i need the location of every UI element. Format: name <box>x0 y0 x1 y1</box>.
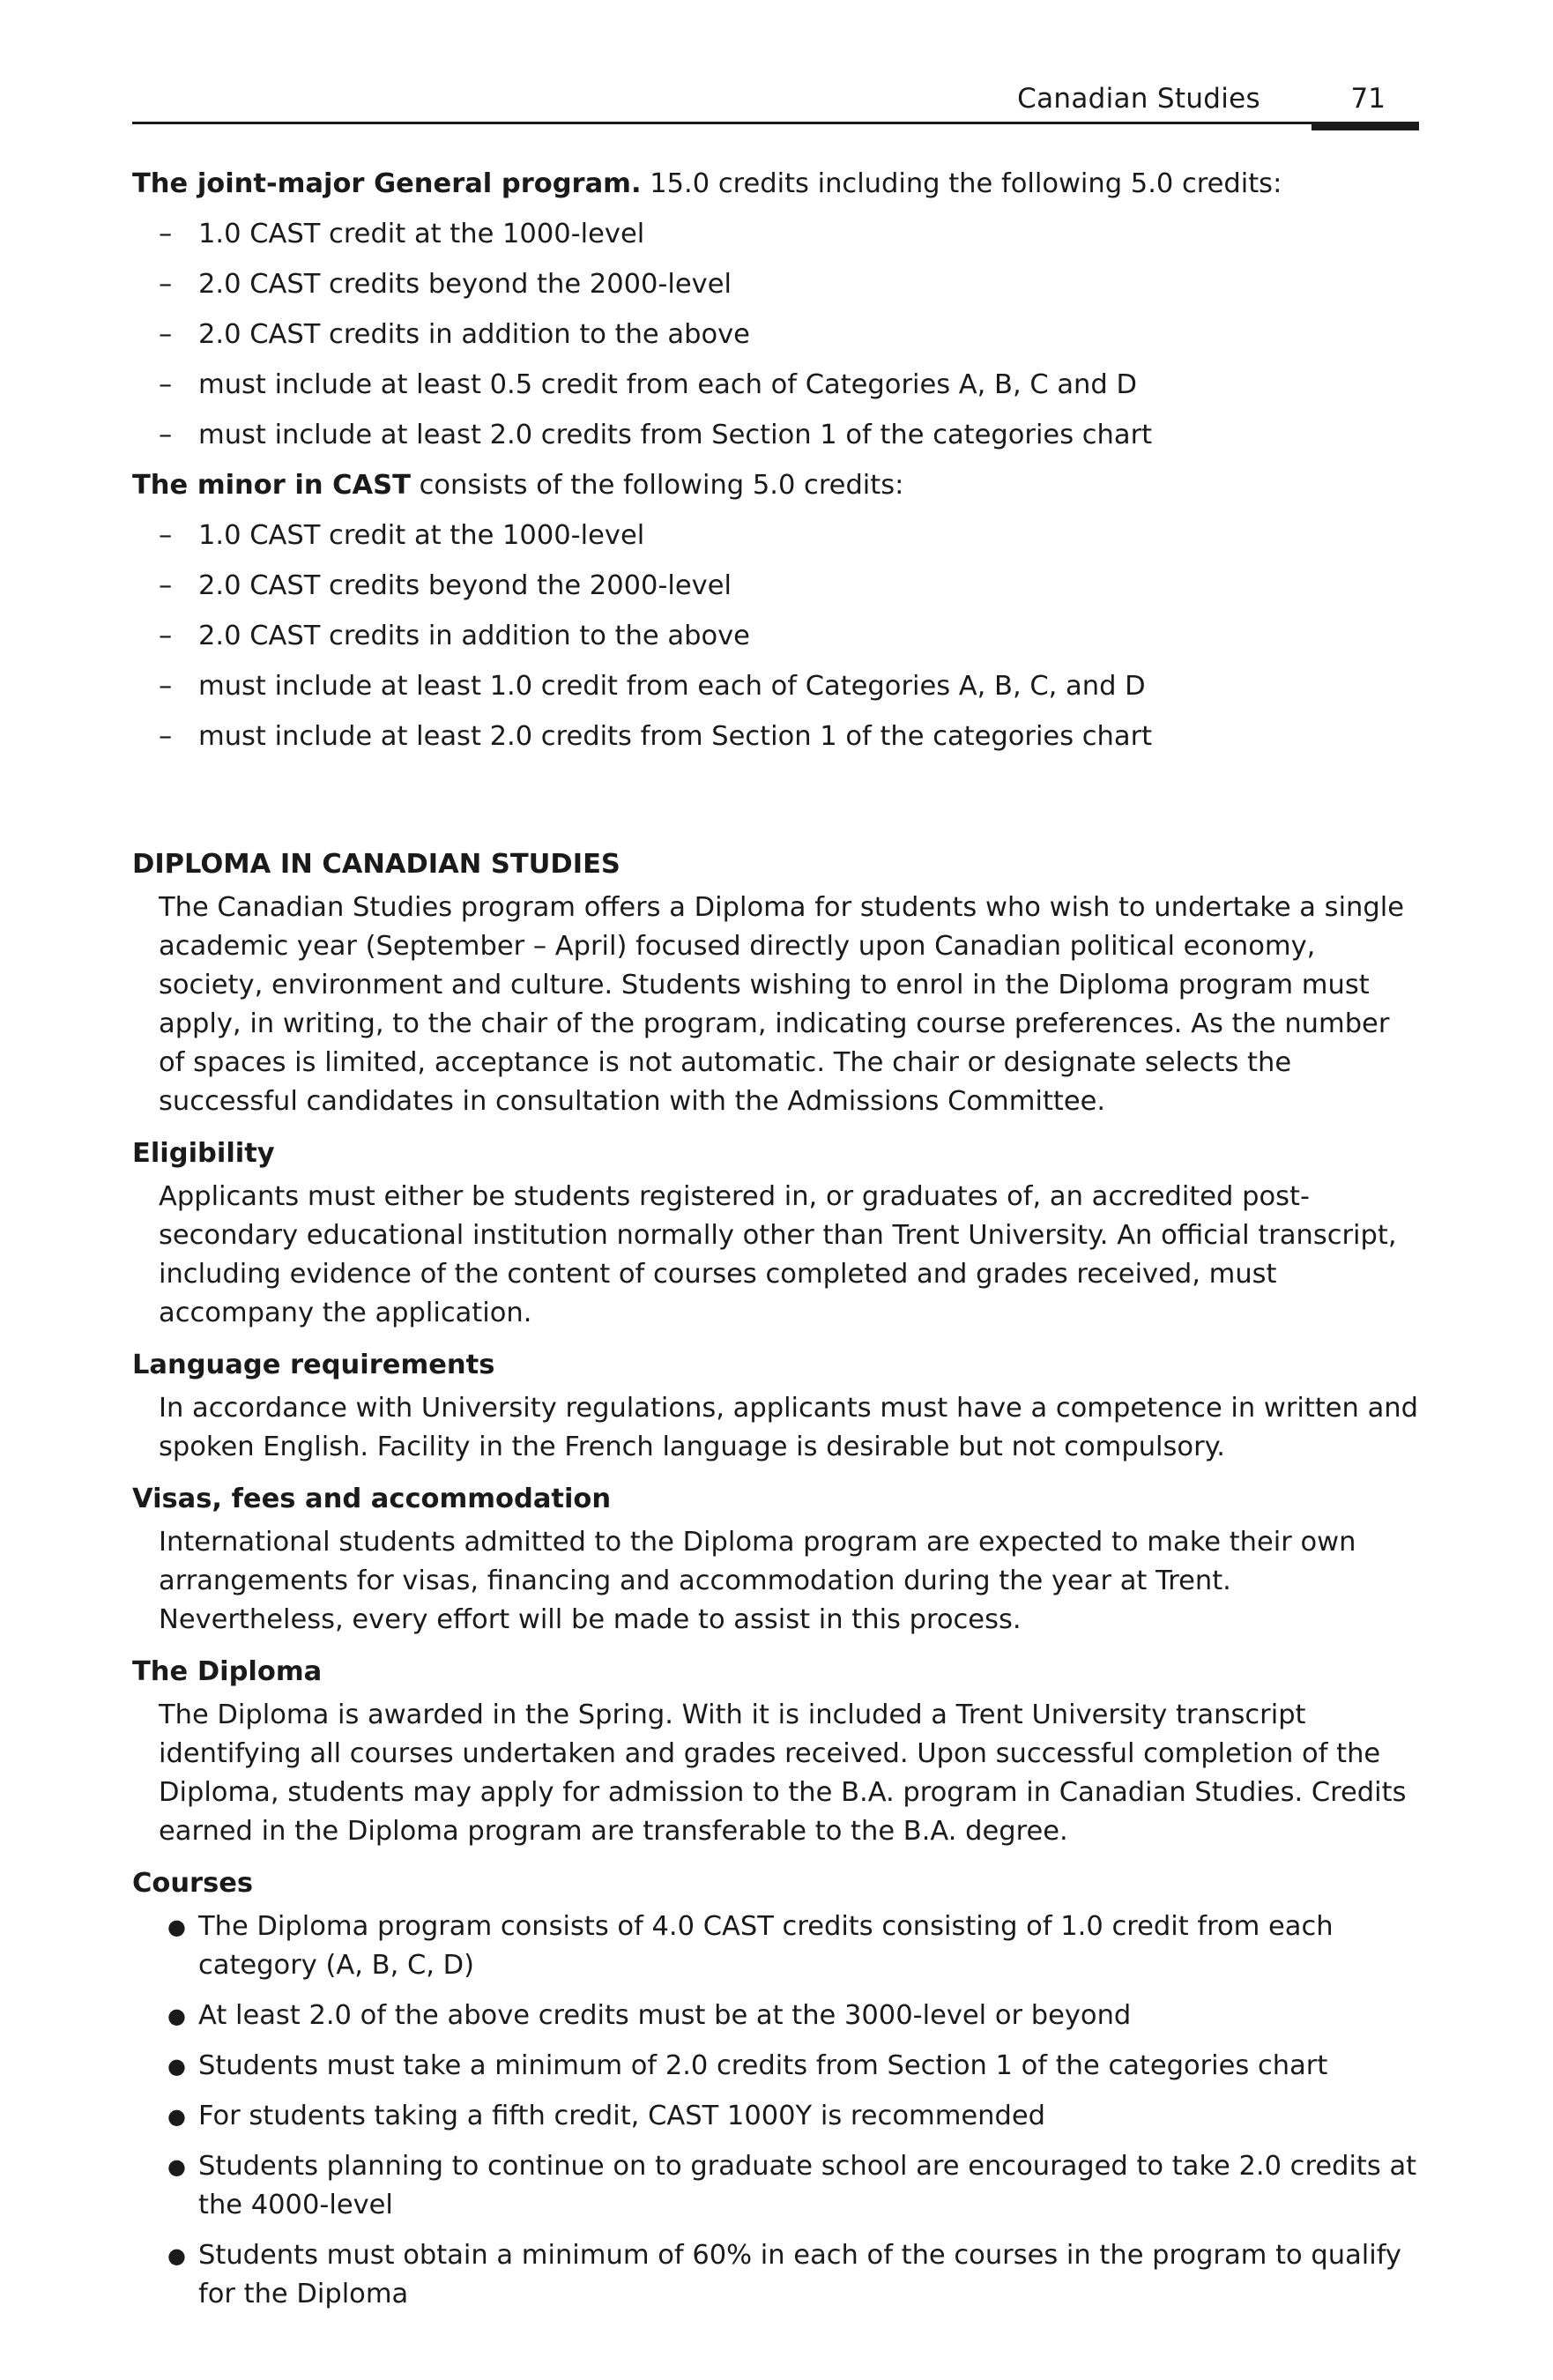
diploma-intro-paragraph: The Canadian Studies program offers a Diploma for students who wish to undertake a single academic year (September – April) focused directly upon Canadian political economy, society, environment and culture. Students wishing to enrol in the Diploma program must apply, in writing, to the chair of the program, indicating course preferences. As the number of spaces is limited, acceptance is not automatic. The chair or designate selects the successful candidates in consultation with the Admissions Committee. <box>159 892 1404 1117</box>
list-item-text: 2.0 CAST credits in addition to the above <box>198 319 750 350</box>
list-item-text: 1.0 CAST credit at the 1000-level <box>198 219 645 249</box>
page-number: 71 <box>1350 83 1386 115</box>
running-header <box>132 76 1419 132</box>
visas-paragraph: International students admitted to the Diploma program are expected to make their own arrangements for visas, financing and accommodation during the year at Trent. Nevertheless, every effort will be made to assist in this process. <box>159 1527 1356 1635</box>
list-item-text: The Diploma program consists of 4.0 CAST credits consisting of 1.0 credit from each category (A, B, C, D) <box>198 1911 1334 1981</box>
list-item-text: must include at least 0.5 credit from each of Categories A, B, C and D <box>198 369 1137 400</box>
bullet-marker: ● <box>167 2054 186 2079</box>
header-rule <box>132 122 1419 124</box>
list-item-text: must include at least 2.0 credits from Section 1 of the categories chart <box>198 721 1153 752</box>
list-item <box>132 711 1419 762</box>
dash-marker: – <box>159 219 173 249</box>
language-heading: Language requirements <box>132 1350 495 1380</box>
visas-heading: Visas, fees and accommodation <box>132 1484 612 1514</box>
list-item-text: 2.0 CAST credits in addition to the above <box>198 621 750 651</box>
dash-marker: – <box>159 269 173 300</box>
list-item <box>132 611 1419 661</box>
list-item <box>132 2147 1419 2225</box>
list-item-text: must include at least 1.0 credit from each of Categories A, B, C, and D <box>198 671 1146 702</box>
minor-requirements <box>132 510 1419 762</box>
minor-intro <box>132 460 1419 510</box>
courses-list <box>132 1908 1419 2314</box>
list-item <box>132 561 1419 611</box>
dash-marker: – <box>159 671 173 702</box>
list-item <box>132 209 1419 259</box>
list-item-text: Students planning to continue on to graduate school are encouraged to take 2.0 credits at the 4000-level <box>198 2151 1417 2220</box>
list-item-text: For students taking a fifth credit, CAST 1000Y is recommended <box>198 2101 1045 2131</box>
list-item-text: At least 2.0 of the above credits must be at the 3000-level or beyond <box>198 2000 1132 2031</box>
list-item <box>132 510 1419 561</box>
list-item <box>132 360 1419 410</box>
list-item <box>132 2236 1419 2314</box>
bullet-marker: ● <box>167 2154 186 2179</box>
list-item-text: 2.0 CAST credits beyond the 2000-level <box>198 570 732 601</box>
eligibility-heading: Eligibility <box>132 1138 275 1169</box>
eligibility-paragraph: Applicants must either be students registered in, or graduates of, an accredited post-secondary educational institution normally other than Trent University. An official transcript, including evidence of the content of courses completed and grades received, must accompany the application. <box>159 1181 1397 1328</box>
bullet-marker: ● <box>167 2004 186 2028</box>
list-item-text: Students must take a minimum of 2.0 credits from Section 1 of the categories chart <box>198 2050 1328 2081</box>
joint-major-intro <box>132 159 1419 209</box>
list-item <box>132 259 1419 309</box>
diploma-section-heading: DIPLOMA IN CANADIAN STUDIES <box>132 849 620 880</box>
joint-major-intro-text: 15.0 credits including the following 5.0 credits: <box>641 168 1282 199</box>
list-item <box>132 309 1419 360</box>
joint-major-requirements <box>132 209 1419 460</box>
bullet-marker: ● <box>167 1915 186 1939</box>
running-title: Canadian Studies <box>1017 83 1260 115</box>
minor-title: The minor in CAST <box>132 470 411 501</box>
list-item <box>132 1997 1419 2035</box>
dash-marker: – <box>159 369 173 400</box>
dash-marker: – <box>159 621 173 651</box>
dash-marker: – <box>159 520 173 551</box>
courses-heading: Courses <box>132 1868 254 1899</box>
bullet-marker: ● <box>167 2104 186 2129</box>
diploma-award-paragraph: The Diploma is awarded in the Spring. With it is included a Trent University transcript identifying all courses undertaken and grades received. Upon successful completion of the Diploma, students may apply for admission to the B.A. program in Canadian Studies. Credits earned in the Diploma program are transferable to the B.A. degree. <box>159 1699 1407 1847</box>
dash-marker: – <box>159 570 173 601</box>
language-paragraph: In accordance with University regulations, applicants must have a competence in written and spoken English. Facility in the French language is desirable but not compulsory. <box>159 1393 1418 1462</box>
page-content <box>132 159 1419 2325</box>
list-item <box>132 410 1419 460</box>
header-bar <box>1312 122 1419 130</box>
list-item <box>132 661 1419 711</box>
list-item-text: must include at least 2.0 credits from Section 1 of the categories chart <box>198 420 1153 450</box>
dash-marker: – <box>159 319 173 350</box>
list-item-text: 1.0 CAST credit at the 1000-level <box>198 520 645 551</box>
dash-marker: – <box>159 721 173 752</box>
joint-major-title: The joint-major General program. <box>132 168 642 199</box>
dash-marker: – <box>159 420 173 450</box>
list-item-text: Students must obtain a minimum of 60% in each of the courses in the program to qualify for the Diploma <box>198 2240 1401 2309</box>
list-item <box>132 1908 1419 1985</box>
list-item <box>132 2097 1419 2136</box>
bullet-marker: ● <box>167 2243 186 2268</box>
list-item-text: 2.0 CAST credits beyond the 2000-level <box>198 269 732 300</box>
minor-intro-text: consists of the following 5.0 credits: <box>410 470 904 501</box>
diploma-award-heading: The Diploma <box>132 1656 323 1687</box>
list-item <box>132 2047 1419 2086</box>
